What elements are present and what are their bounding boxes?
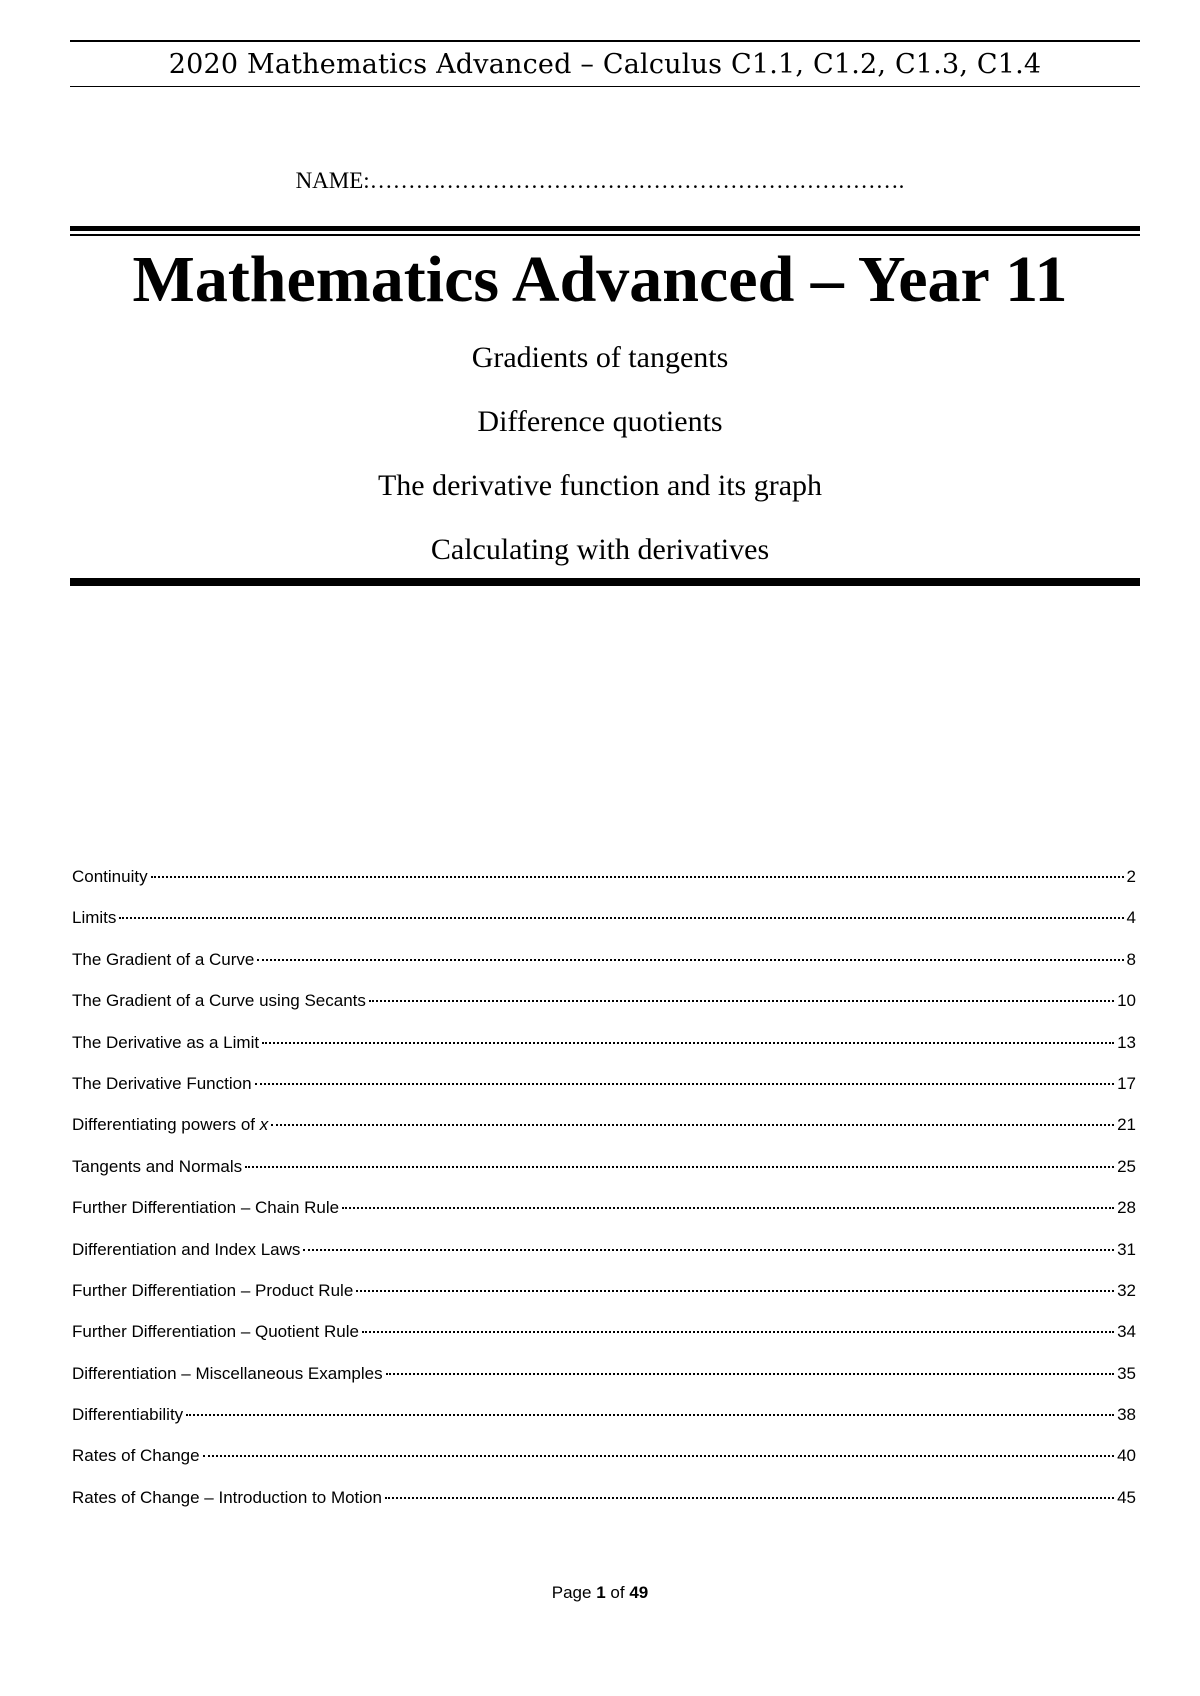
toc-entry[interactable]: [72, 1488, 1136, 1529]
toc-entry-title: [72, 1115, 268, 1135]
toc-entry-page: 38: [1117, 1405, 1136, 1425]
footer-total-pages: 49: [629, 1583, 649, 1602]
toc-entry-page: 17: [1117, 1073, 1136, 1093]
subtopic-item: The derivative function and its graph: [377, 469, 823, 502]
toc-entry[interactable]: [72, 867, 1136, 908]
toc-entry-title: Differentiability: [72, 1405, 184, 1425]
toc-entry[interactable]: [72, 1446, 1136, 1487]
name-line: NAME:…………………………………………………………….: [295, 168, 905, 193]
toc-dot-leader: [362, 1331, 1114, 1333]
page-title: Mathematics Advanced – Year 11: [132, 243, 1068, 316]
toc-dot-leader: [385, 1497, 1114, 1499]
toc-entry-title: The Gradient of a Curve: [72, 949, 255, 969]
toc-entry-title: Differentiation and Index Laws: [72, 1239, 301, 1259]
toc-entry-title-variable: x: [259, 1115, 269, 1135]
toc-entry-title: Limits: [72, 908, 117, 928]
subtopic-item: Calculating with derivatives: [430, 533, 770, 566]
toc-dot-leader: [262, 1042, 1114, 1044]
title-rule-top-thick: [70, 226, 1140, 231]
toc-entry-title: The Derivative Function: [72, 1073, 252, 1093]
footer-current-page: 1: [596, 1583, 606, 1602]
toc-entry[interactable]: [72, 1405, 1136, 1446]
toc-dot-leader: [119, 917, 1123, 919]
toc-entry[interactable]: [72, 1033, 1136, 1074]
toc-dot-leader: [203, 1455, 1114, 1457]
toc-entry[interactable]: [72, 1074, 1136, 1115]
toc-dot-leader: [245, 1166, 1114, 1168]
toc-dot-leader: [303, 1249, 1114, 1251]
toc-entry-page: 10: [1117, 991, 1136, 1011]
toc-dot-leader: [386, 1373, 1115, 1375]
toc-entry-page: 2: [1126, 867, 1136, 886]
toc-entry-title: Rates of Change: [72, 1446, 200, 1466]
toc-entry[interactable]: [72, 1322, 1136, 1363]
toc-entry-page: 13: [1117, 1032, 1136, 1052]
toc-dot-leader: [186, 1414, 1114, 1416]
toc-entry[interactable]: [72, 908, 1136, 949]
toc-entry-page: 34: [1117, 1322, 1136, 1342]
toc-entry-page: 40: [1117, 1446, 1136, 1466]
footer-page-word: Page: [551, 1583, 592, 1602]
toc-entry-title: Further Differentiation – Product Rule: [72, 1280, 354, 1300]
toc-dot-leader: [271, 1124, 1114, 1126]
running-header: [70, 40, 1140, 87]
title-rule-bottom: [70, 578, 1140, 586]
toc-entry-title: Rates of Change – Introduction to Motion: [72, 1487, 382, 1507]
toc-entry-page: 35: [1117, 1363, 1136, 1383]
toc-entry-page: 21: [1117, 1115, 1136, 1135]
toc-entry-title: Continuity: [72, 867, 148, 886]
toc-entry-page: 31: [1117, 1239, 1136, 1259]
toc-dot-leader: [356, 1290, 1114, 1292]
subtopic-item: Difference quotients: [477, 405, 723, 438]
toc-entry[interactable]: [72, 1240, 1136, 1281]
title-rule-top-thin: [70, 234, 1140, 236]
toc-dot-leader: [369, 1000, 1114, 1002]
toc-entry[interactable]: [72, 991, 1136, 1032]
toc-entry-title: Further Differentiation – Quotient Rule: [72, 1322, 359, 1342]
toc-entry-title-text: Differentiating powers of: [72, 1115, 260, 1135]
toc-entry-page: 45: [1117, 1487, 1136, 1507]
toc-entry-page: 8: [1126, 949, 1136, 969]
toc-entry-title: The Gradient of a Curve using Secants: [72, 991, 366, 1011]
footer-of-word: of: [610, 1583, 625, 1602]
toc-entry[interactable]: [72, 1364, 1136, 1405]
toc-entry[interactable]: [72, 1198, 1136, 1239]
toc-dot-leader: [257, 959, 1123, 961]
toc-entry-title: Tangents and Normals: [72, 1156, 243, 1176]
subtopic-item: Gradients of tangents: [471, 341, 729, 374]
toc-dot-leader: [342, 1207, 1114, 1209]
toc-entry-page: 28: [1117, 1198, 1136, 1218]
page-footer: [0, 1583, 1200, 1603]
toc-entry-title: The Derivative as a Limit: [72, 1032, 260, 1052]
toc-entry-page: 32: [1117, 1280, 1136, 1300]
toc-dot-leader: [255, 1083, 1115, 1085]
toc-entry-title: Differentiation – Miscellaneous Examples: [72, 1363, 383, 1383]
table-of-contents: [72, 867, 1136, 1529]
toc-entry-page: 25: [1117, 1156, 1136, 1176]
toc-entry[interactable]: [72, 1281, 1136, 1322]
subtopic-list: [0, 338, 1200, 594]
toc-entry-page: 4: [1126, 908, 1136, 928]
toc-entry[interactable]: [72, 1157, 1136, 1198]
toc-dot-leader: [151, 876, 1124, 878]
running-header-title: 2020 Mathematics Advanced – Calculus C1.1, C1.2, C1.3, C1.4: [168, 48, 1042, 80]
toc-entry-title: Further Differentiation – Chain Rule: [72, 1198, 340, 1218]
toc-entry[interactable]: [72, 950, 1136, 991]
toc-entry[interactable]: [72, 1115, 1136, 1156]
